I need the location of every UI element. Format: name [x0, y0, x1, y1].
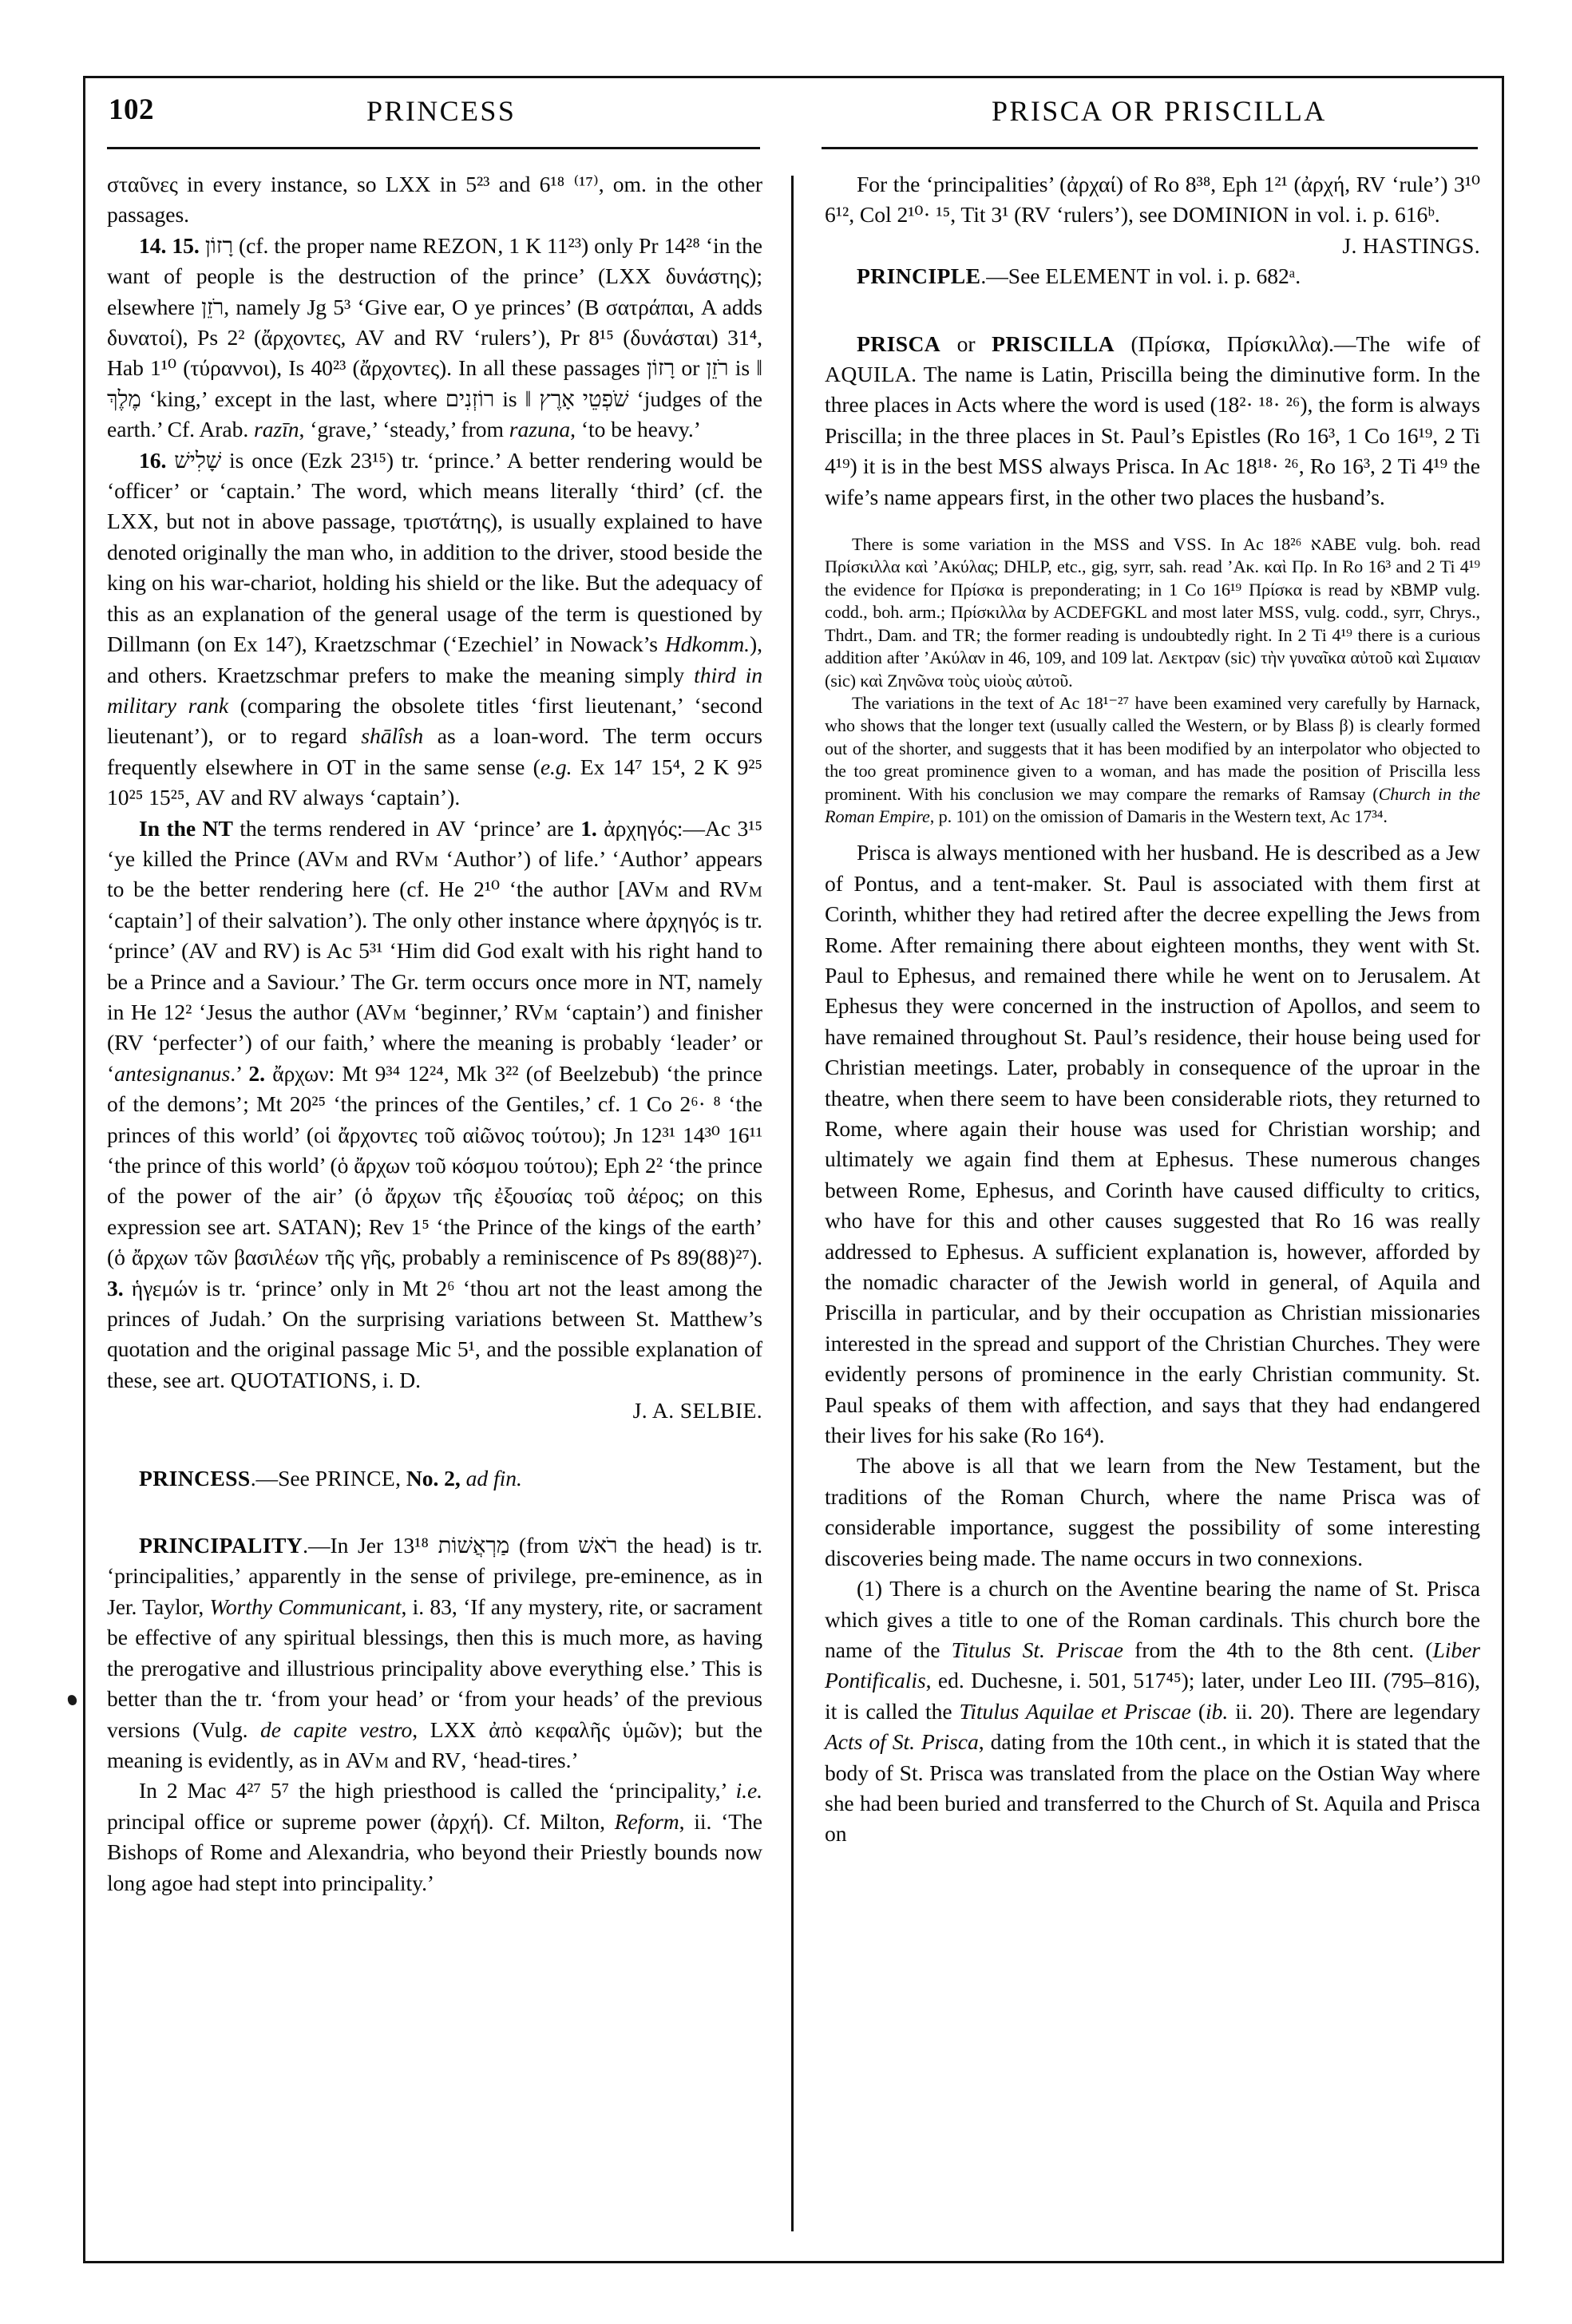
running-head-right: PRISCA OR PRISCILLA [992, 95, 1327, 127]
page-number: 102 [109, 93, 154, 126]
note-mss-variation: There is some variation in the MSS and VSS. In Ac 18²⁶ אABE vulg. boh. read Πρίσκιλλα καὶ ’Ακύλας; DHLP, etc., gig, syrr, sah. read ’Ακ. καὶ Πρ. In Ro 16³ and 2 Ti 4¹⁹ the evidence for Πρίσκα is preponderating; in 1 Co 16¹⁹ Πρίσκα is read by אBMP vulg. codd., boh. arm.; Πρίσκιλλα by ACDEFGKL and most later MSS, vulg. codd., syrr, Chrys., Thdrt., Dam. and TR; the former reading is undoubtedly right. In 2 Ti 4¹⁹ there is a curious addition after ’Ακύλαν in 46, 109, and 109 lat. Λεκτραν (sic) τὴν γυναῖκα αὐτοῦ καὶ Σιμαιαν (sic) καὶ Ζηνῶνα τοὺς υἱοὺς αὐτοῦ. [825, 534, 1480, 691]
author-signature-hastings: J. HASTINGS. [1342, 232, 1480, 258]
paragraph-nt-terms: In the NT the terms rendered in AV ‘prince’ are 1. ἀρχηγός:—Ac 3¹⁵ ‘ye killed the Prince (AVm and RVm ‘Author’) of life.’ ‘Author’ appears to be the better rendering here (cf. He 2¹⁰ ‘the author [AVm and RVm ‘captain’] of their salvation’). The only other instance where ἀρχηγός is tr. ‘prince’ (AV and RV) is Ac 5³¹ ‘Him did God exalt with his right hand to be a Prince and a Saviour.’ The Gr. term occurs once more in NT, namely in He 12² ‘Jesus the author (AVm ‘beginner,’ RVm ‘captain’) and finisher (RV ‘perfecter’) of our faith,’ where the meaning is probably ‘leader’ or ‘antesignanus.’ 2. ἄρχων: Mt 9³⁴ 12²⁴, Mk 3²² (of Beelzebub) ‘the prince of the demons’; Mt 20²⁵ ‘the princes of the Gentiles,’ cf. 1 Co 2⁶· ⁸ ‘the princes of this world’ (οἱ ἄρχοντες τοῦ αἰῶνος τούτου); Jn 12³¹ 14³⁰ 16¹¹ ‘the prince of this world’ (ὁ ἄρχων τοῦ κόσμου τούτου); Eph 2² ‘the prince of the power of the air’ (ὁ ἄρχων τῆς ἐξουσίας τοῦ ἀέρος; on this expression see art. SATAN); Rev 1⁵ ‘the Prince of the kings of the earth’ (ὁ ἄρχων τῶν βασιλέων τῆς γῆς, probably a reminiscence of Ps 89(88)²⁷). 3. ἡγεμών is tr. ‘prince’ only in Mt 2⁶ ‘thou art not the least among the princes of Judah.’ On the surprising variations between St. Matthew’s quotation and the original passage Mic 5¹, and the possible explanation of these, see art. QUOTATIONS, i. D. [107, 815, 763, 1392]
header-rule-right [822, 147, 1478, 149]
paragraph-continued: σταῦνες in every instance, so LXX in 5²³ and 6¹⁸ ⁽¹⁷⁾, om. in the other passages. [107, 172, 762, 228]
paragraph-aventine-church: (1) There is a church on the Aventine bearing the name of St. Prisca which gives a title to one of the Roman cardinals. This church bore the name of the Titulus St. Priscae from the 4th to the 8th cent. (Liber Pontificalis, ed. Duchesne, i. 501, 517⁴⁵); later, under Leo III. (795–816), it is called the Titulus Aquilae et Priscae (ib. ii. 20). There are legendary Acts of St. Prisca, dating from the 10th cent., in which it is stated that the body of St. Prisca was translated from the place on the Ostian Way where she had been buried and transferred to the Church of St. Aquila and Prisca on [825, 1576, 1481, 1847]
running-head [107, 89, 1480, 163]
left-column [107, 169, 762, 1898]
entry-principality: PRINCIPALITY.—In Jer 13¹⁸ מַרְאֲשׁוֹת (from רֹאשׁ the head) is tr. ‘principalities,’ apparently in the sense of privilege, pre-eminence, as in Jer. Taylor, Worthy Communicant, i. 83, ‘If any mystery, rite, or sacrament be effective of any spiritual blessings, then this is much more, as having the prerogative and illustrious principality above everything else.’ This is better than the tr. ‘from your head’ or ‘from your heads’ of the previous versions (Vulg. de capite vestro, LXX ἀπὸ κεφαλῆς ὑμῶν); but the meaning is evidently, as in AVm and RV, ‘head-tires.’ [107, 1533, 762, 1772]
page-content [107, 89, 1480, 2253]
right-column [825, 169, 1480, 1898]
note-harnack: The variations in the text of Ac 18¹⁻²⁷ have been examined very carefully by Harnack, who shows that the longer text (usually called the Western, or by Blass β) is clearly formed out of the shorter, and suggests that it has been modified by an interpolator who objected to the too great prominence given to a woman, and has made the position of Priscilla less prominent. With his conclusion we may compare the remarks of Ramsay (Church in the Roman Empire, p. 101) on the omission of Damaris in the Western text, Ac 17³⁴. [825, 692, 1480, 826]
paragraph-principalities: For the ‘principalities’ (ἀρχαί) of Ro 8³⁸, Eph 1²¹ (ἀρχή, RV ‘rule’) 3¹⁰ 6¹², Col 2¹⁰· ¹⁵, Tit 3¹ (RV ‘rulers’), see DOMINION in vol. i. p. 616ᵇ. [825, 172, 1481, 228]
paragraph-principality-2: In 2 Mac 4²⁷ 5⁷ the high priesthood is called the ‘principality,’ i.e. principal office or supreme power (ἀρχή). Cf. Milton, Reform, ii. ‘The Bishops of Rome and Alexandria, who beyond their Priestly bounds now long agoe had stept into principality.’ [107, 1778, 762, 1895]
header-rule-left [107, 147, 760, 149]
two-column-layout [107, 169, 1480, 1898]
entry-princess: PRINCESS.—See PRINCE, No. 2, ad fin. [139, 1465, 522, 1491]
paragraph-14-15: 14. 15. רָזוֹן (cf. the proper name REZON, 1 K 11²³) only Pr 14²⁸ ‘in the want of people is the destruction of the prince’ (LXX δυνάστης); elsewhere רֹזֵן, namely Jg 5³ ‘Give ear, O ye princes’ (B σατράπαι, A adds δυνατοί), Ps 2² (ἄρχοντες, AV and RV ‘rulers’), Pr 8¹⁵ (δυνάσται) 31⁴, Hab 1¹⁰ (τύραννοι), Is 40²³ (ἄρχοντες). In all these passages רָזוֹן or רֹזֵן is ‖ מֶלֶךְ ‘king,’ except in the last, where רוֹזְנִים is ‖ שֹׁפְטֵי אָרֶץ ‘judges of the earth.’ Cf. Arab. razīn, ‘grave,’ ‘steady,’ from razuna, ‘to be heavy.’ [107, 232, 763, 442]
entry-principle: PRINCIPLE.—See ELEMENT in vol. i. p. 682ᵃ. [857, 263, 1301, 289]
scan-speck [67, 1694, 78, 1706]
paragraph-16: 16. שָׁלִישׁ is once (Ezk 23¹⁵) tr. ‘prince.’ A better rendering would be ‘officer’ or ‘captain.’ The word, which means literally ‘third’ (cf. the LXX, but not in above passage, τριστάτης), is usually explained to have denoted originally the man who, in addition to the driver, stood beside the king on his war-chariot, holding his shield or the like. But the adequacy of this as an explanation of the general usage of the term is questioned by Dillmann (on Ex 14⁷), Kraetzschmar (‘Ezechiel’ in Nowack’s Hdkomm.), and others. Kraetzschmar prefers to make the meaning simply third in military rank (comparing the obsolete titles ‘first lieutenant,’ ‘second lieutenant’), or to regard shālîsh as a loan-word. The term occurs frequently elsewhere in OT in the same sense (e.g. Ex 14⁷ 15⁴, 2 K 9²⁵ 10²⁵ 15²⁵, AV and RV always ‘captain’). [107, 447, 762, 810]
running-head-left: PRINCESS [366, 95, 517, 127]
entry-prisca-or-priscilla: PRISCA or PRISCILLA (Πρίσκα, Πρίσκιλλα).—The wife of AQUILA. The name is Latin, Priscilla being the diminutive form. In the three places in Acts where the word is used (18²· ¹⁸· ²⁶), the form is always Priscilla; in the three places in St. Paul’s Epistles (Ro 16³, 1 Co 16¹⁹, 2 Ti 4¹⁹) it is in the best MSS always Prisca. In Ac 18¹⁸· ²⁶, Ro 16³, 2 Ti 4¹⁹ the wife’s name appears first, in the other two places the husband’s. [825, 331, 1480, 509]
paragraph-prisca-husband: Prisca is always mentioned with her husband. He is described as a Jew of Pontus, and a tent-maker. St. Paul is associated with them first at Corinth, whither they had retired after the decree expelling the Jews from Rome. After remaining there about eighteen months, they went with St. Paul to Ephesus, and remained there while he went on to Jerusalem. At Ephesus they were concerned in the instruction of Apollos, and seem to have remained throughout St. Paul’s residence, their house being used for Christian meetings. Later, probably in consequence of the uproar in the theatre, when there seem to have been considerable riots, they returned to Rome, where again their house was used for Christian worship; and ultimately we again find them at Ephesus. These numerous changes between Rome, Ephesus, and Corinth have caused difficulty to critics, who have for this and other causes suggested that Ro 16 was really addressed to Ephesus. A sufficient explanation is, however, afforded by the nomadic character of the Jewish world in general, of Aquila and Priscilla in particular, and by their occupation as Christian missionaries interested in the spread and support of the Christian Churches. They were evidently persons of prominence in the early Christian community. St. Paul speaks of them with affection, and says that they had endangered their lives for his sake (Ro 16⁴). [825, 840, 1480, 1448]
author-signature-selbie: J. A. SELBIE. [632, 1398, 762, 1423]
paragraph-traditions: The above is all that we learn from the New Testament, but the traditions of the Roman Church, where the name Prisca was of considerable importance, suggest the possibility of some interesting discoveries being made. The name occurs in two connexions. [825, 1453, 1480, 1570]
